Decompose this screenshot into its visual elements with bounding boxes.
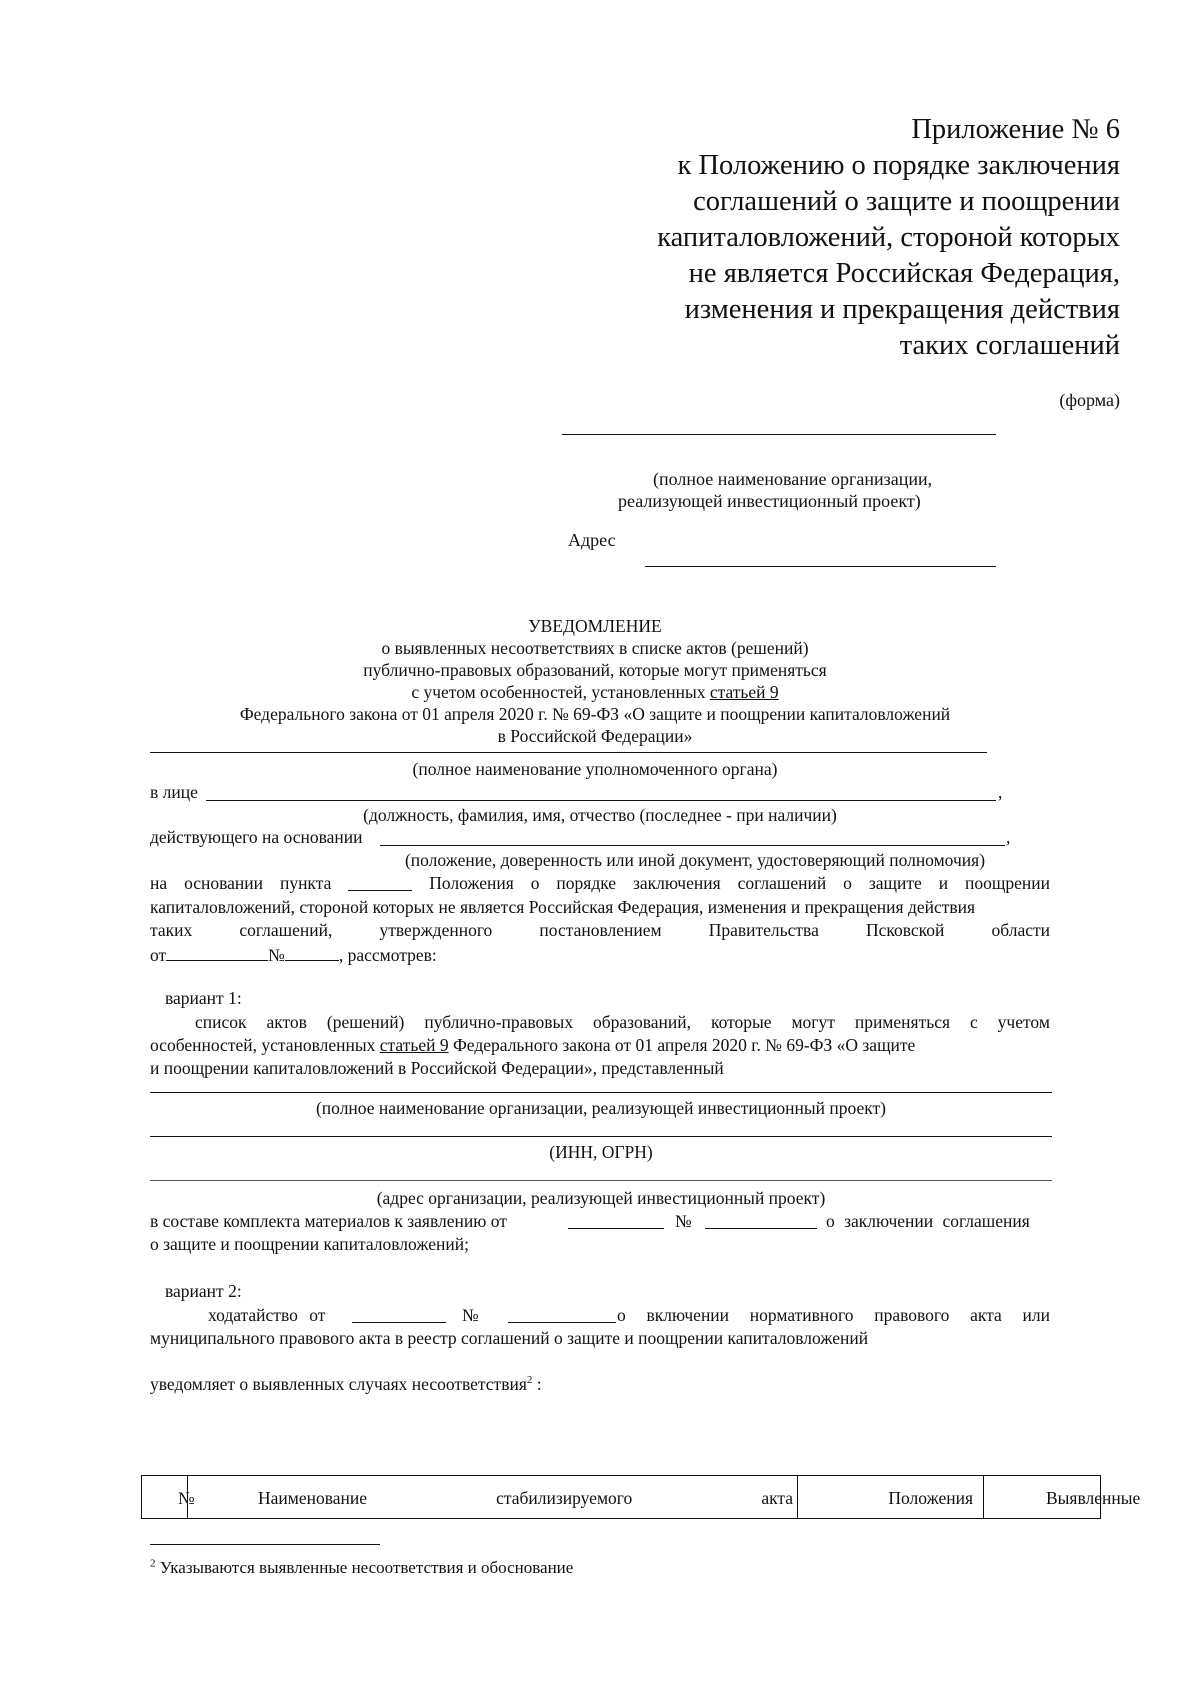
footnote <box>150 1558 573 1578</box>
word: о <box>843 873 852 893</box>
notice-subtitle-1: о выявленных несоответствиях в списке актов (решений) <box>381 638 809 658</box>
word: Наименование <box>258 1488 368 1508</box>
word: образований, <box>593 1012 692 1032</box>
word: учетом <box>997 1012 1050 1032</box>
header-line: к Положению о порядке заключения <box>677 150 1120 181</box>
word: Положения <box>429 873 514 893</box>
application-number-label: № <box>675 1211 692 1231</box>
word: включении <box>646 1305 730 1325</box>
notice-heading: УВЕДОМЛЕНИЕ <box>528 616 662 636</box>
word: соглашений, <box>239 920 333 940</box>
appendix-header <box>480 112 1120 364</box>
col-act-name-label <box>258 1488 793 1509</box>
organization-name-line <box>562 434 996 435</box>
number-label: № <box>268 945 285 965</box>
variant-2-label: вариант 2: <box>165 1281 242 1301</box>
word: акта <box>970 1305 1002 1325</box>
word: нормативного <box>749 1305 854 1325</box>
petition-label: ходатайство от <box>208 1305 326 1325</box>
considered-text: , рассмотрев: <box>338 945 437 965</box>
word: и <box>938 873 949 893</box>
v1-line2-prefix: особенностей, установленных <box>150 1035 380 1055</box>
basis-paragraph-line-1 <box>150 873 1050 894</box>
acting-basis-comma: , <box>1006 827 1011 847</box>
article-9-link: статьей 9 <box>709 682 779 702</box>
footnote-text: Указываются выявленные несоответствия и обоснование <box>155 1558 574 1577</box>
footnote-marker: 2 <box>150 1557 156 1570</box>
basis-paragraph-line-3 <box>150 920 1050 941</box>
notice-subtitle-2: публично-правовых образований, которые могут применяться <box>363 660 827 680</box>
word: соглашений <box>737 873 827 893</box>
petition-date-line <box>352 1322 446 1323</box>
applicant-address-line <box>150 1180 1052 1181</box>
footnote-separator <box>150 1544 380 1545</box>
word: список <box>195 1012 247 1032</box>
word: поощрении <box>964 873 1050 893</box>
word: области <box>991 920 1050 940</box>
application-number-line <box>705 1228 817 1229</box>
col-number-label: № <box>178 1488 195 1508</box>
notice-title <box>150 615 1040 747</box>
notice-subtitle-4: Федерального закона от 01 апреля 2020 г. № 69-ФЗ «О защите и поощрении капиталовложений <box>239 704 951 724</box>
word: таких <box>150 920 193 940</box>
word: порядке <box>556 873 617 893</box>
variant-1-line-4a: в составе комплекта материалов к заявлению от <box>150 1211 507 1231</box>
application-date-line <box>568 1228 664 1229</box>
word: или <box>1022 1305 1050 1325</box>
subtitle-3-text: с учетом особенностей, установленных <box>411 682 710 702</box>
header-line: таких соглашений <box>899 330 1120 361</box>
variant-2-line-2: муниципального правового акта в реестр соглашений о защите и поощрении капиталовложений <box>150 1328 869 1348</box>
word: о <box>530 873 540 893</box>
word: правового <box>874 1305 950 1325</box>
applicant-org-line <box>150 1092 1052 1093</box>
form-label: (форма) <box>1059 390 1120 410</box>
applicant-org-caption: (полное наименование организации, реализующей инвестиционный проект) <box>315 1098 887 1118</box>
word: с <box>969 1012 978 1032</box>
header-line: Приложение № 6 <box>911 114 1120 145</box>
organization-caption: (полное наименование организации, <box>653 469 933 489</box>
col-provisions <box>798 1476 984 1518</box>
notice-subtitle-5: в Российской Федерации» <box>497 726 693 746</box>
header-line: соглашений о защите и поощрении <box>693 186 1120 217</box>
word: актов <box>266 1012 307 1032</box>
petition-number-label: № <box>462 1305 479 1325</box>
inn-ogrn-line <box>150 1136 1052 1137</box>
inn-ogrn-caption: (ИНН, ОГРН) <box>549 1142 653 1162</box>
variant-1-line-2 <box>150 1035 915 1056</box>
basis-paragraph-line-2: капиталовложений, стороной которых не является Российская Федерация, изменения и прекращения действия <box>150 897 976 917</box>
petition-number-line <box>508 1322 616 1323</box>
word: о <box>617 1305 626 1325</box>
number-blank <box>285 943 339 961</box>
in-person-line <box>206 800 996 801</box>
word: основании <box>184 873 264 893</box>
word: заключения <box>632 873 721 893</box>
header-line: капиталовложений, стороной которых <box>657 222 1120 253</box>
v1-line2-suffix: Федерального закона от 01 апреля 2020 г. № 69-ФЗ «О защите <box>448 1035 916 1055</box>
notify-line <box>150 1374 542 1395</box>
word: защите <box>868 873 922 893</box>
word: (решений) <box>326 1012 405 1032</box>
word: постановлением <box>539 920 662 940</box>
article-9-link-2: статьей 9 <box>379 1035 449 1055</box>
word: которые <box>710 1012 772 1032</box>
authority-name-line <box>150 752 987 753</box>
word: утвержденного <box>379 920 493 940</box>
authority-caption: (полное наименование уполномоченного органа) <box>412 759 778 779</box>
clause-number-blank <box>348 873 412 891</box>
header-line: не является Российская Федерация, <box>688 258 1120 289</box>
col-provisions-label: Положения <box>888 1488 973 1508</box>
address-label: Адрес <box>568 530 616 550</box>
notify-text: уведомляет о выявленных случаях несоответствия <box>150 1374 527 1394</box>
acting-basis-label: действующего на основании <box>150 827 363 847</box>
variant-1-line-1 <box>195 1012 1050 1033</box>
variant-1-label: вариант 1: <box>165 988 242 1008</box>
date-blank <box>166 943 268 961</box>
col-found <box>984 1476 1141 1518</box>
word: Правительства <box>708 920 819 940</box>
word: публично-правовых <box>424 1012 574 1032</box>
word: пункта <box>279 873 332 893</box>
word: на <box>150 873 168 893</box>
in-person-comma: , <box>998 782 1003 802</box>
acting-basis-line <box>380 845 1005 846</box>
word: могут <box>791 1012 835 1032</box>
address-line <box>645 566 996 567</box>
variant-1-line-5: о защите и поощрении капиталовложений; <box>150 1234 469 1254</box>
word: применяться <box>854 1012 951 1032</box>
col-found-label: Выявленные <box>1046 1488 1141 1508</box>
footnote-ref: 2 <box>526 1374 533 1387</box>
variant-1-line-3: и поощрении капиталовложений в Российской Федерации», представленный <box>150 1058 724 1078</box>
document-caption: (положение, доверенность или иной документ, удостоверяющий полномочия) <box>404 850 986 870</box>
variant-2-line-1b <box>617 1305 1050 1326</box>
basis-paragraph-line-4 <box>150 943 437 966</box>
in-person-label: в лице <box>150 782 198 802</box>
col-act-name <box>188 1476 798 1518</box>
notify-colon: : <box>532 1374 542 1394</box>
header-line: изменения и прекращения действия <box>684 294 1120 325</box>
variant-1-line-4b: о заключении соглашения <box>826 1211 1030 1231</box>
position-caption: (должность, фамилия, имя, отчество (последнее - при наличии) <box>363 805 837 825</box>
word: Псковской <box>865 920 945 940</box>
notice-subtitle-3 <box>150 681 1040 703</box>
word: акта <box>761 1488 793 1508</box>
organization-caption-2: реализующей инвестиционный проект) <box>618 491 921 511</box>
date-from-label: от <box>150 945 167 965</box>
word: стабилизируемого <box>496 1488 633 1508</box>
applicant-address-caption: (адрес организации, реализующей инвестиционный проект) <box>376 1188 826 1208</box>
discrepancy-table-header <box>141 1475 1141 1519</box>
col-number <box>142 1476 195 1518</box>
